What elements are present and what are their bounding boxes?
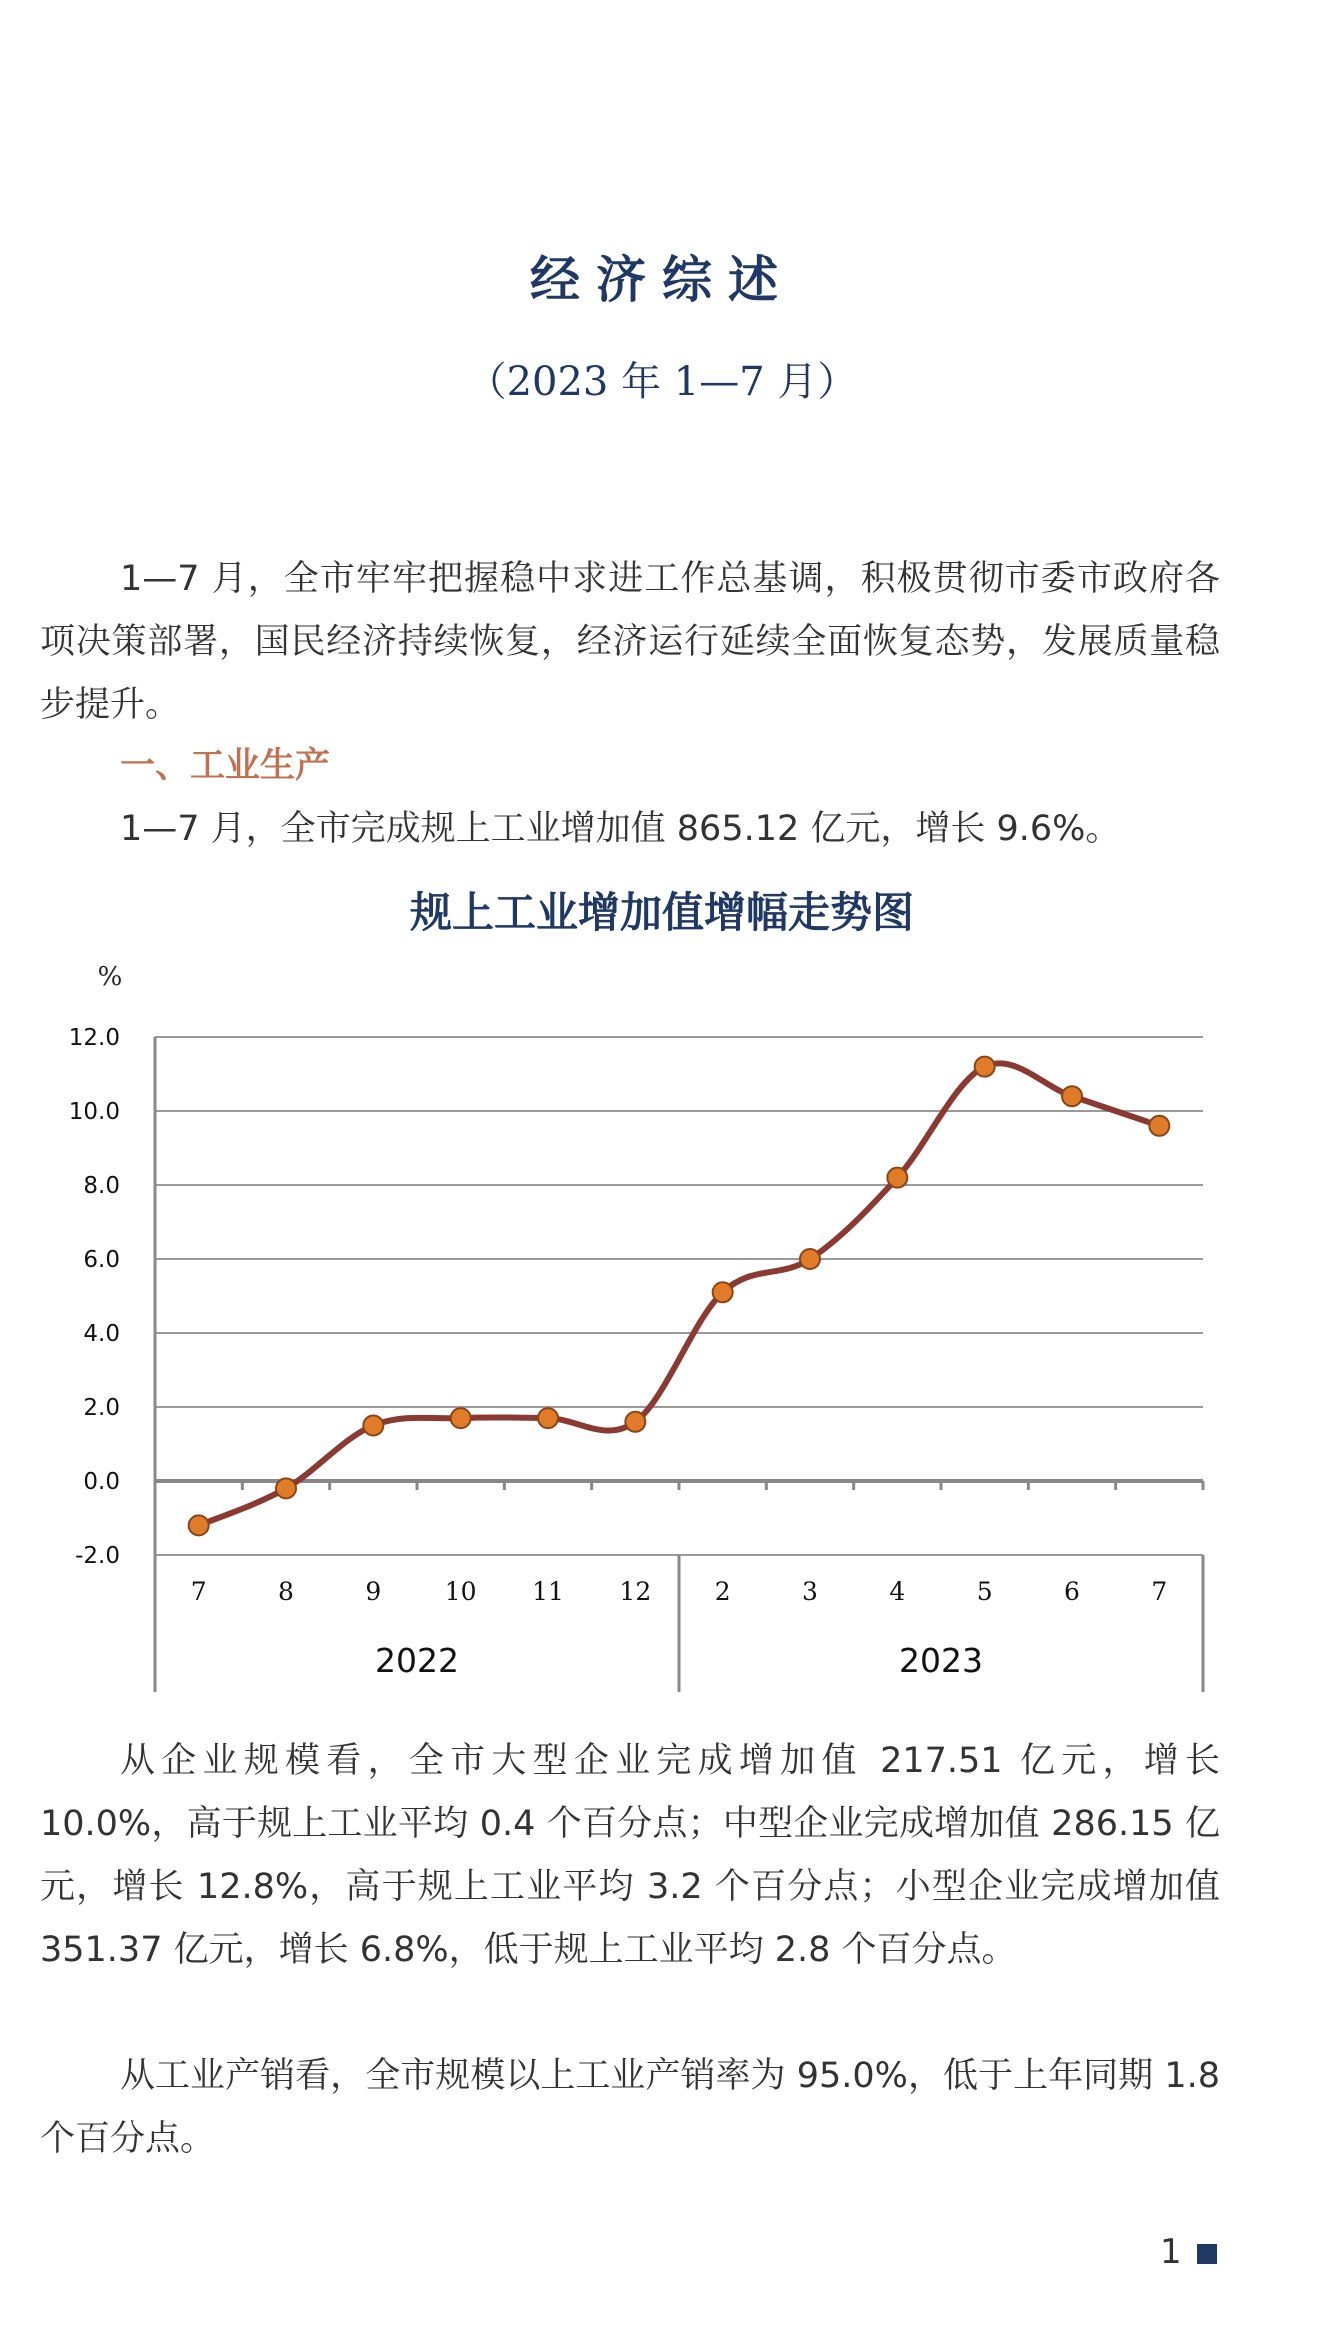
page-marker-square	[1197, 2244, 1217, 2264]
industry-paragraph-2: 从企业规模看，全市大型企业完成增加值 217.51 亿元，增长 10.0%，高于规上工业平均 0.4 个百分点；中型企业完成增加值 286.15 亿元，增长 12.8%，高于规上工业平均 3.2 个百分点；小型企业完成增加值 351.37 亿元，增长 6.8%，低于规上工业平均 2.8 个百分点。	[40, 1741, 1220, 1970]
data-point	[1149, 1116, 1169, 1136]
x-tick-label: 7	[190, 1577, 207, 1606]
x-tick-label: 12	[619, 1577, 652, 1606]
data-point	[538, 1408, 558, 1428]
y-tick-label: -2.0	[75, 1543, 120, 1569]
line-chart	[0, 950, 1324, 1710]
y-axis-unit: %	[97, 962, 123, 992]
y-tick-label: 8.0	[83, 1173, 120, 1199]
industry-paragraph-3: 从工业产销看，全市规模以上工业产销率为 95.0%，低于上年同期 1.8 个百分点。	[40, 2056, 1220, 2159]
y-tick-label: 2.0	[83, 1395, 120, 1421]
industry-paragraph-1: 1—7 月，全市完成规上工业增加值 865.12 亿元，增长 9.6%。	[120, 809, 1121, 849]
x-tick-label: 5	[976, 1577, 993, 1606]
page-number: 1	[1160, 2232, 1182, 2272]
x-tick-label: 8	[278, 1577, 294, 1606]
page-subtitle: （2023 年 1—7 月）	[466, 359, 858, 405]
x-tick-label: 6	[1064, 1577, 1080, 1606]
data-point	[276, 1478, 296, 1498]
data-point	[800, 1249, 820, 1269]
y-tick-label: 6.0	[83, 1247, 120, 1273]
data-point	[625, 1412, 645, 1432]
x-tick-label: 4	[889, 1577, 906, 1606]
y-tick-label: 4.0	[83, 1321, 120, 1347]
x-tick-label: 11	[532, 1577, 564, 1606]
data-point	[1062, 1086, 1082, 1106]
data-point	[713, 1282, 733, 1302]
series-line	[199, 1063, 1160, 1525]
x-tick-label: 3	[802, 1577, 818, 1606]
y-tick-label: 10.0	[68, 1099, 120, 1125]
group-label: 2023	[899, 1641, 983, 1680]
data-point	[887, 1168, 907, 1188]
y-tick-label: 0.0	[83, 1469, 120, 1495]
x-tick-label: 10	[444, 1577, 477, 1606]
chart-title: 规上工业增加值增幅走势图	[409, 888, 914, 937]
group-label: 2022	[375, 1641, 459, 1680]
x-tick-label: 2	[714, 1577, 731, 1606]
page-title: 经济综述	[530, 251, 794, 309]
section-heading-industry: 一、工业生产	[120, 746, 331, 786]
intro-paragraph: 1—7 月，全市牢牢把握稳中求进工作总基调，积极贯彻市委市政府各项决策部署，国民经济持续恢复，经济运行延续全面恢复态势，发展质量稳步提升。	[40, 559, 1220, 725]
x-tick-label: 9	[365, 1577, 382, 1606]
data-point	[189, 1515, 209, 1535]
data-point	[451, 1408, 471, 1428]
data-point	[975, 1057, 995, 1077]
data-point	[363, 1416, 383, 1436]
x-tick-label: 7	[1151, 1577, 1168, 1606]
y-tick-label: 12.0	[68, 1025, 120, 1051]
